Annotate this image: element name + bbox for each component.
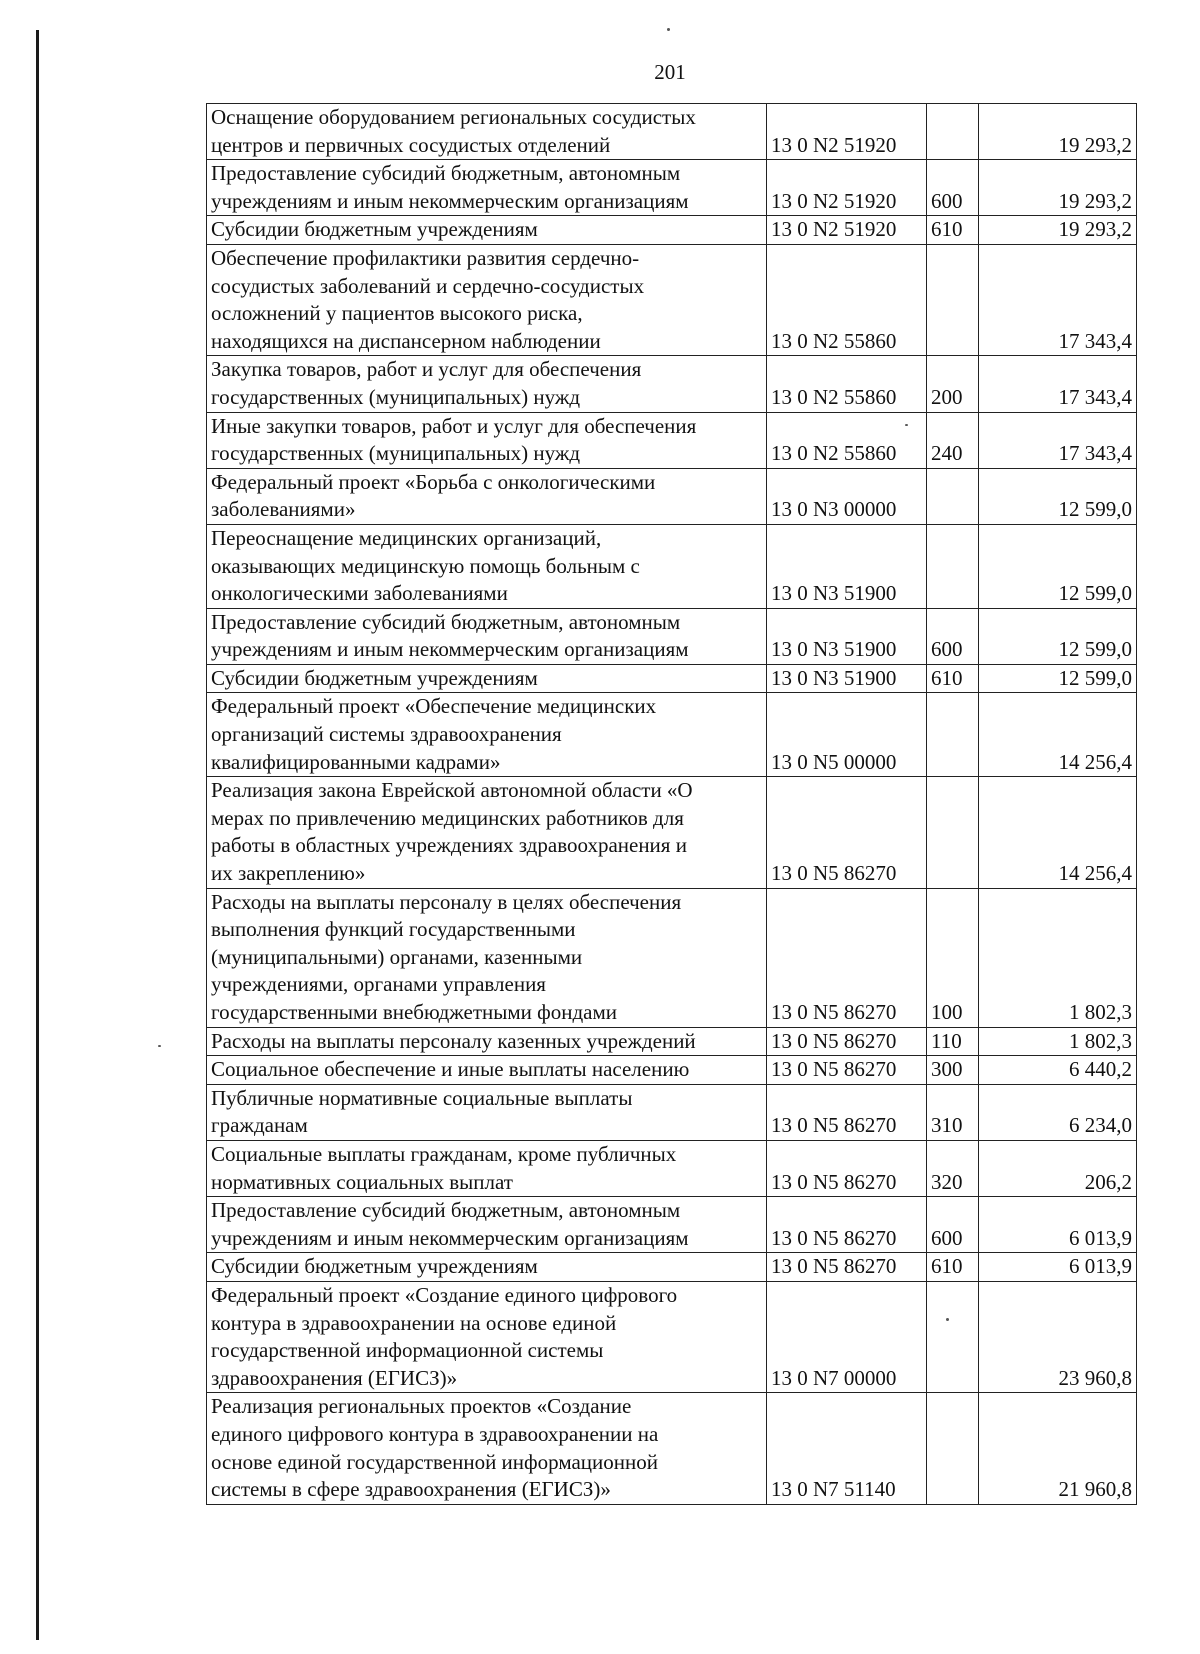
table-row: [207, 693, 1137, 777]
cell-name: Оснащение оборудованием региональных сосудистых центров и первичных сосудистых отделений: [207, 104, 767, 160]
cell-name: Предоставление субсидий бюджетным, автономным учреждениям и иным некоммерческим организациям: [207, 1197, 767, 1253]
cell-name: Переоснащение медицинских организаций, оказывающих медицинскую помощь больным с онкологическими заболеваниями: [207, 524, 767, 608]
cell-code: 13 0 N5 86270: [767, 888, 927, 1027]
table-row: [207, 888, 1137, 1027]
table-row: [207, 412, 1137, 468]
cell-type: 310: [927, 1084, 979, 1140]
cell-type: 610: [927, 216, 979, 245]
cell-name: Обеспечение профилактики развития сердечно- сосудистых заболеваний и сердечно-сосудистых осложнений у пациентов высокого риска, находящихся на диспансерном наблюдении: [207, 244, 767, 355]
table-row: [207, 468, 1137, 524]
cell-name: Социальное обеспечение и иные выплаты населению: [207, 1056, 767, 1085]
cell-sum: 206,2: [979, 1140, 1137, 1196]
cell-type: [927, 468, 979, 524]
cell-sum: 12 599,0: [979, 608, 1137, 664]
cell-name: Реализация региональных проектов «Создание единого цифрового контура в здравоохранении на основе единой государственной информационной системы в сфере здравоохранения (ЕГИСЗ)»: [207, 1393, 767, 1504]
table-row: [207, 1027, 1137, 1056]
table-row: [207, 1393, 1137, 1504]
cell-name: Федеральный проект «Обеспечение медицинских организаций системы здравоохранения квалифицированными кадрами»: [207, 693, 767, 777]
cell-sum: 6 013,9: [979, 1197, 1137, 1253]
cell-code: 13 0 N5 86270: [767, 1197, 927, 1253]
cell-name: Иные закупки товаров, работ и услуг для обеспечения государственных (муниципальных) нужд: [207, 412, 767, 468]
cell-type: 610: [927, 664, 979, 693]
cell-type: 600: [927, 608, 979, 664]
cell-code: 13 0 N3 51900: [767, 664, 927, 693]
cell-sum: 6 013,9: [979, 1253, 1137, 1282]
cell-type: [927, 1281, 979, 1392]
cell-name: Предоставление субсидий бюджетным, автономным учреждениям и иным некоммерческим организациям: [207, 160, 767, 216]
cell-code: 13 0 N7 00000: [767, 1281, 927, 1392]
table-row: [207, 160, 1137, 216]
table-row: [207, 356, 1137, 412]
table-row: [207, 1281, 1137, 1392]
cell-name: Расходы на выплаты персоналу казенных учреждений: [207, 1027, 767, 1056]
cell-type: 320: [927, 1140, 979, 1196]
table-row: [207, 608, 1137, 664]
table-row: [207, 104, 1137, 160]
cell-code: 13 0 N2 51920: [767, 104, 927, 160]
table-row: [207, 1140, 1137, 1196]
cell-name: Субсидии бюджетным учреждениям: [207, 1253, 767, 1282]
cell-sum: 19 293,2: [979, 216, 1137, 245]
cell-type: [927, 693, 979, 777]
cell-sum: 17 343,4: [979, 412, 1137, 468]
cell-name: Закупка товаров, работ и услуг для обеспечения государственных (муниципальных) нужд: [207, 356, 767, 412]
cell-code: 13 0 N5 86270: [767, 777, 927, 888]
cell-name: Публичные нормативные социальные выплаты гражданам: [207, 1084, 767, 1140]
cell-code: 13 0 N2 55860: [767, 412, 927, 468]
binding-edge-line: [36, 30, 39, 1640]
cell-code: 13 0 N3 51900: [767, 524, 927, 608]
cell-code: 13 0 N5 86270: [767, 1140, 927, 1196]
cell-type: 300: [927, 1056, 979, 1085]
cell-sum: 6 234,0: [979, 1084, 1137, 1140]
scan-speck: [667, 28, 670, 31]
page-number: 201: [654, 60, 686, 84]
budget-table: [206, 103, 1137, 1505]
cell-sum: 23 960,8: [979, 1281, 1137, 1392]
cell-name: Расходы на выплаты персоналу в целях обеспечения выполнения функций государственными (муниципальными) органами, казенными учреждениями, органами управления государственными внебюджетными фондами: [207, 888, 767, 1027]
cell-type: [927, 524, 979, 608]
cell-type: 110: [927, 1027, 979, 1056]
table-row: [207, 216, 1137, 245]
table-row: [207, 664, 1137, 693]
cell-name: Социальные выплаты гражданам, кроме публичных нормативных социальных выплат: [207, 1140, 767, 1196]
cell-code: 13 0 N3 51900: [767, 608, 927, 664]
cell-code: 13 0 N5 86270: [767, 1056, 927, 1085]
scan-speck: [158, 1045, 161, 1047]
table-row: [207, 1253, 1137, 1282]
cell-sum: 12 599,0: [979, 524, 1137, 608]
cell-sum: 1 802,3: [979, 888, 1137, 1027]
table-row: [207, 777, 1137, 888]
cell-code: 13 0 N5 86270: [767, 1084, 927, 1140]
table-row: [207, 244, 1137, 355]
cell-sum: 21 960,8: [979, 1393, 1137, 1504]
cell-code: 13 0 N5 86270: [767, 1027, 927, 1056]
cell-name: Субсидии бюджетным учреждениям: [207, 216, 767, 245]
cell-type: [927, 1393, 979, 1504]
table-row: [207, 1084, 1137, 1140]
table-row: [207, 524, 1137, 608]
cell-type: 240: [927, 412, 979, 468]
budget-table-body: [207, 104, 1137, 1505]
cell-type: 600: [927, 160, 979, 216]
cell-sum: 14 256,4: [979, 693, 1137, 777]
table-row: [207, 1056, 1137, 1085]
cell-code: 13 0 N7 51140: [767, 1393, 927, 1504]
cell-name: Федеральный проект «Борьба с онкологическими заболеваниями»: [207, 468, 767, 524]
cell-type: 600: [927, 1197, 979, 1253]
cell-type: [927, 104, 979, 160]
cell-code: 13 0 N3 00000: [767, 468, 927, 524]
cell-sum: 1 802,3: [979, 1027, 1137, 1056]
cell-name: Реализация закона Еврейской автономной области «О мерах по привлечению медицинских работников для работы в областных учреждениях здравоохранения и их закреплению»: [207, 777, 767, 888]
cell-sum: 17 343,4: [979, 356, 1137, 412]
table-row: [207, 1197, 1137, 1253]
cell-code: 13 0 N2 51920: [767, 160, 927, 216]
cell-type: 100: [927, 888, 979, 1027]
cell-sum: 6 440,2: [979, 1056, 1137, 1085]
cell-code: 13 0 N2 55860: [767, 244, 927, 355]
cell-code: 13 0 N5 86270: [767, 1253, 927, 1282]
cell-type: 610: [927, 1253, 979, 1282]
cell-sum: 12 599,0: [979, 664, 1137, 693]
cell-sum: 19 293,2: [979, 160, 1137, 216]
cell-code: 13 0 N2 51920: [767, 216, 927, 245]
cell-sum: 17 343,4: [979, 244, 1137, 355]
cell-sum: 19 293,2: [979, 104, 1137, 160]
cell-name: Федеральный проект «Создание единого цифрового контура в здравоохранении на основе единой государственной информационной системы здравоохранения (ЕГИСЗ)»: [207, 1281, 767, 1392]
cell-type: 200: [927, 356, 979, 412]
cell-type: [927, 777, 979, 888]
cell-name: Субсидии бюджетным учреждениям: [207, 664, 767, 693]
cell-name: Предоставление субсидий бюджетным, автономным учреждениям и иным некоммерческим организациям: [207, 608, 767, 664]
cell-sum: 14 256,4: [979, 777, 1137, 888]
cell-type: [927, 244, 979, 355]
cell-sum: 12 599,0: [979, 468, 1137, 524]
cell-code: 13 0 N2 55860: [767, 356, 927, 412]
cell-code: 13 0 N5 00000: [767, 693, 927, 777]
